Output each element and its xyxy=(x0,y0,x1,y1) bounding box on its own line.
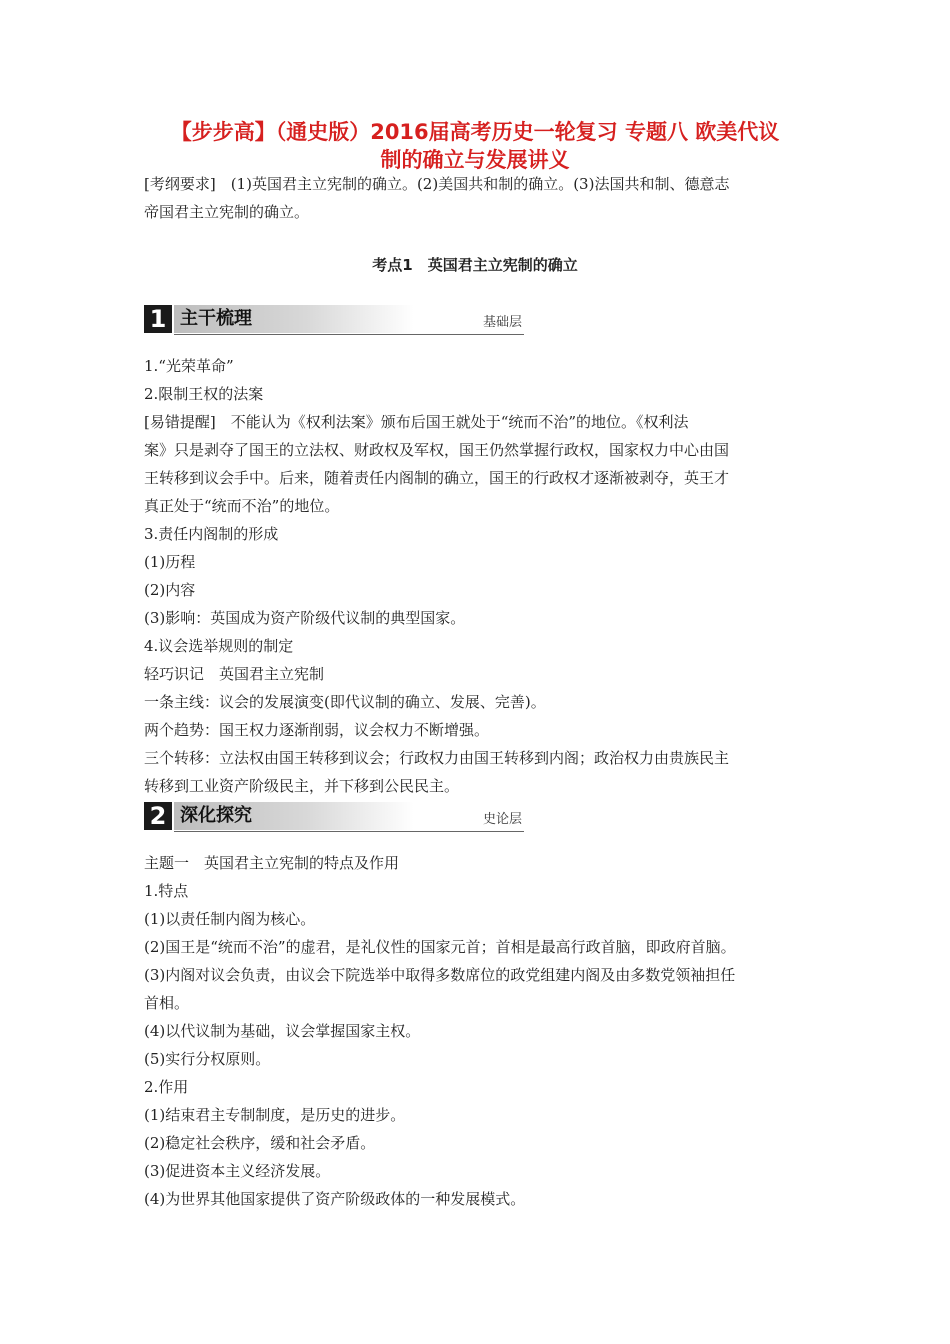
text-line: (4)以代议制为基础，议会掌握国家主权。 xyxy=(144,1022,421,1040)
text-line: 3.责任内阁制的形成 xyxy=(144,525,279,543)
text-line: 1.“光荣革命” xyxy=(144,357,234,375)
document-title xyxy=(150,118,800,174)
text-line: 轻巧识记 英国君主立宪制 xyxy=(144,665,325,683)
text-line: 一条主线：议会的发展演变(即代议制的确立、发展、完善)。 xyxy=(144,693,546,711)
banner-main-review xyxy=(144,305,524,335)
banner-rule xyxy=(174,831,524,832)
text-line: 4.议会选举规则的制定 xyxy=(144,637,294,655)
text-line: (1)结束君主专制制度，是历史的进步。 xyxy=(144,1106,406,1124)
text-line: 转移到工业资产阶级民主，并下移到公民民主。 xyxy=(144,777,460,795)
banner-deep-inquiry xyxy=(144,802,524,832)
text-line: 三个转移：立法权由国王转移到议会；行政权力由国王转移到内阁；政治权力由贵族民主 xyxy=(144,749,730,767)
title-line-1: 【步步高】（通史版）2016届高考历史一轮复习 专题八 欧美代议 xyxy=(170,120,780,144)
requirements-line-1: [考纲要求] (1)英国君主立宪制的确立。(2)美国共和制的确立。(3)法国共和制、德意志 xyxy=(144,175,730,193)
text-line: (4)为世界其他国家提供了资产阶级政体的一种发展模式。 xyxy=(144,1190,526,1208)
text-line: 真正处于“统而不治”的地位。 xyxy=(144,497,340,515)
text-line: 2.限制王权的法案 xyxy=(144,385,264,403)
text-line: 两个趋势：国王权力逐渐削弱，议会权力不断增强。 xyxy=(144,721,490,739)
requirements-line-2: 帝国君主立宪制的确立。 xyxy=(144,203,310,221)
text-line: [易错提醒] 不能认为《权利法案》颁布后国王就处于“统而不治”的地位。《权利法 xyxy=(144,413,689,431)
text-line: (2)稳定社会秩序，缓和社会矛盾。 xyxy=(144,1134,376,1152)
banner-label: 深化探究 xyxy=(180,805,252,826)
text-line: (5)实行分权原则。 xyxy=(144,1050,271,1068)
text-line: (3)促进资本主义经济发展。 xyxy=(144,1162,331,1180)
text-line: (2)国王是“统而不治”的虚君，是礼仪性的国家元首；首相是最高行政首脑，即政府首脑。 xyxy=(144,938,736,956)
text-line: 主题一 英国君主立宪制的特点及作用 xyxy=(144,854,400,872)
text-line: (1)历程 xyxy=(144,553,196,571)
text-line: (1)以责任制内阁为核心。 xyxy=(144,910,316,928)
text-line: 2.作用 xyxy=(144,1078,189,1096)
banner-number: 1 xyxy=(144,305,172,333)
banner-layer: 基础层 xyxy=(482,315,522,330)
text-line: 王转移到议会手中。后来，随着责任内阁制的确立，国王的行政权才逐渐被剥夺，英王才 xyxy=(144,469,730,487)
text-line: (2)内容 xyxy=(144,581,196,599)
banner-label: 主干梳理 xyxy=(180,308,252,329)
section-heading: 考点1 英国君主立宪制的确立 xyxy=(372,256,578,274)
text-line: 首相。 xyxy=(144,994,190,1012)
banner-number: 2 xyxy=(144,802,172,830)
text-line: 案》只是剥夺了国王的立法权、财政权及军权，国王仍然掌握行政权，国家权力中心由国 xyxy=(144,441,730,459)
title-line-2: 制的确立与发展讲义 xyxy=(380,148,570,172)
banner-layer: 史论层 xyxy=(482,812,522,827)
text-line: 1.特点 xyxy=(144,882,189,900)
text-line: (3)内阁对议会负责，由议会下院选举中取得多数席位的政党组建内阁及由多数党领袖担任 xyxy=(144,966,736,984)
banner-rule xyxy=(174,334,524,335)
text-line: (3)影响：英国成为资产阶级代议制的典型国家。 xyxy=(144,609,466,627)
